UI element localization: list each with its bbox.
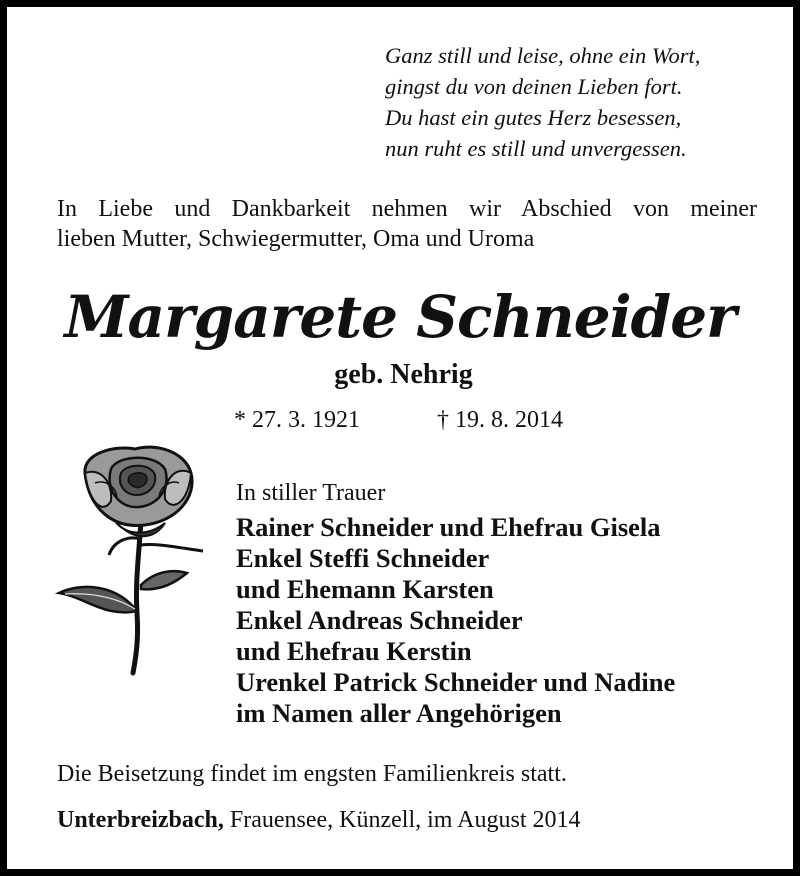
death-date: † 19. 8. 2014 [437,407,563,433]
birth-name: geb. Nehrig [334,359,473,390]
mourner-line: Enkel Andreas Schneider [236,605,523,635]
poem-line: Ganz still und leise, ohne ein Wort, [385,43,701,68]
intro-text [57,194,757,254]
poem [385,40,700,164]
place-date-line [57,805,581,835]
poem-line: gingst du von deinen Lieben fort. [385,74,683,99]
birth-date: * 27. 3. 1921 [234,407,360,433]
mourner-line: im Namen aller Angehörigen [236,698,562,728]
mourner-line: Urenkel Patrick Schneider und Nadine [236,667,676,697]
poem-line: Du hast ein gutes Herz besessen, [385,105,682,130]
mourner-line: und Ehefrau Kerstin [236,636,472,666]
intro-line: lieben Mutter, Schwiegermutter, Oma und Uroma [57,226,535,252]
mourners-block [236,478,675,729]
place-main: Unterbreizbach, [57,807,224,833]
mourner-line: und Ehemann Karsten [236,574,494,604]
rose-icon [55,443,215,677]
intro-line: In Liebe und Dankbarkeit nehmen wir Abschied von meiner [57,196,757,222]
mourner-line: Rainer Schneider und Ehefrau Gisela [236,512,661,542]
place-rest: Frauensee, Künzell, im August 2014 [223,807,581,833]
deceased-name: Margarete Schneider [64,283,736,351]
mourners-list [236,512,675,729]
poem-line: nun ruht es still und unvergessen. [385,136,687,161]
burial-note: Die Beisetzung findet im engsten Familienkreis statt. [57,761,567,787]
mourner-line: Enkel Steffi Schneider [236,543,490,573]
mourners-label: In stiller Trauer [236,480,386,506]
